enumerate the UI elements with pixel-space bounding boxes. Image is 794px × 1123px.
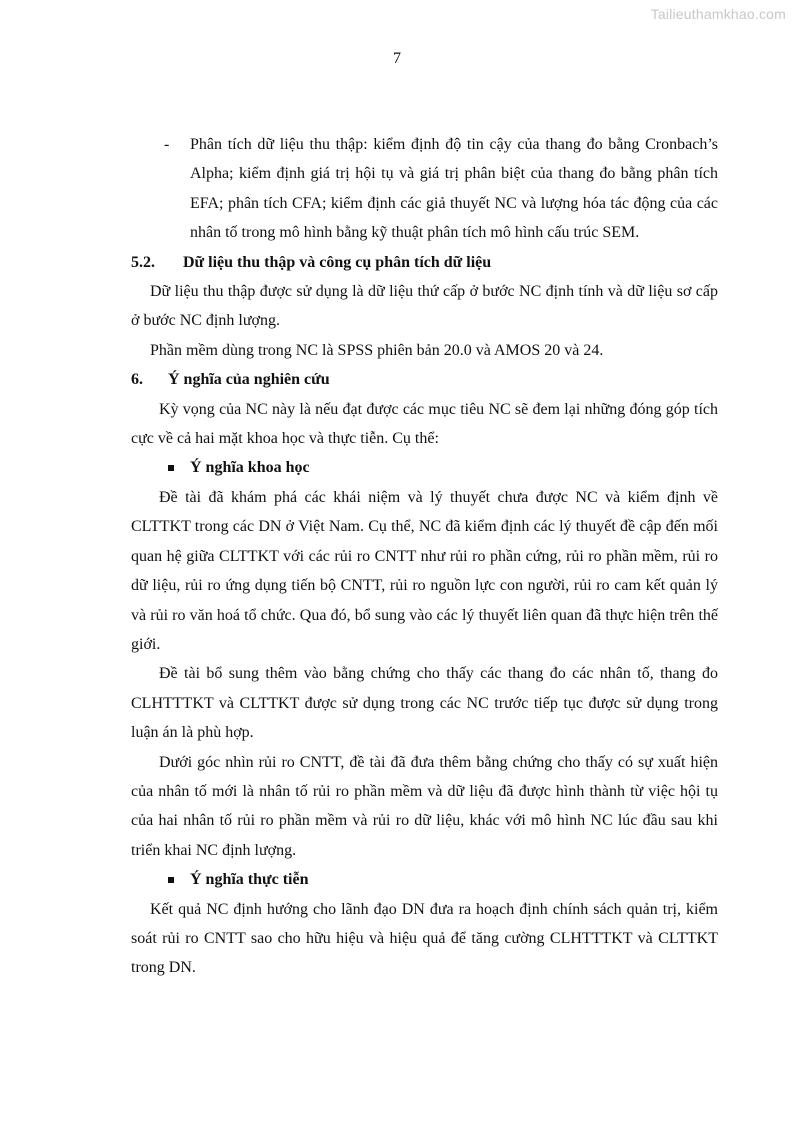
subheading-science-title: Ý nghĩa khoa học	[190, 459, 310, 477]
paragraph: Đề tài đã khám phá các khái niệm và lý thuyết chưa được NC và kiểm định về CLTTKT trong các DN ở Việt Nam. Cụ thể, NC đã kiểm định các lý thuyết đề cập đến mối quan hệ giữa CLTTKT với các rủi ro CNTT như rủi ro phần cứng, rủi ro phần mềm, rủi ro dữ liệu, rủi ro ứng dụng tiến bộ CNTT, rủi ro nguồn lực con người, rủi ro cam kết quản lý và rủi ro văn hoá tổ chức. Qua đó, bổ sung vào các lý thuyết liên quan đã thực hiện trên thế giới.	[131, 488, 718, 653]
dash-item-text: Phân tích dữ liệu thu thập: kiểm định độ tin cậy của thang đo bằng Cronbach’s Alpha; kiểm định giá trị hội tụ và giá trị phân biệt của thang đo bằng phân tích EFA; phân tích CFA; kiểm định các giả thuyết NC và lượng hóa tác động của các nhân tố trong mô hình bằng kỹ thuật phân tích mô hình cấu trúc SEM.	[190, 136, 718, 242]
section-5-2-title: Dữ liệu thu thập và công cụ phân tích dữ liệu	[183, 253, 492, 271]
dash-list-item	[131, 130, 718, 248]
section-6-heading	[131, 365, 718, 394]
section-6-title: Ý nghĩa của nghiên cứu	[168, 371, 330, 389]
square-bullet-icon	[168, 465, 174, 471]
page-number: 7	[393, 50, 401, 67]
paragraph: Kỳ vọng của NC này là nếu đạt được các mục tiêu NC sẽ đem lại những đóng góp tích cực về cả hai mặt khoa học và thực tiễn. Cụ thể:	[131, 400, 718, 448]
subheading-science	[131, 453, 718, 482]
paragraph: Dữ liệu thu thập được sử dụng là dữ liệu thứ cấp ở bước NC định tính và dữ liệu sơ cấp ở bước NC định lượng.	[131, 283, 718, 330]
paragraph: Dưới góc nhìn rủi ro CNTT, đề tài đã đưa thêm bằng chứng cho thấy có sự xuất hiện của nhân tố mới là nhân tố rủi ro phần mềm và dữ liệu đã được hình thành từ việc hội tụ của hai nhân tố rủi ro phần mềm và rủi ro dữ liệu, khác với mô hình NC lúc đầu sau khi triển khai NC định lượng.	[131, 753, 718, 859]
section-5-2-number: 5.2.	[131, 253, 155, 271]
document-body	[131, 130, 718, 983]
subheading-practice	[131, 865, 718, 894]
section-5-2-heading	[131, 248, 718, 277]
square-bullet-icon	[168, 877, 174, 883]
paragraph: Đề tài bổ sung thêm vào bằng chứng cho thấy các thang đo các nhân tố, thang đo CLHTTTKT và CLTTKT được sử dụng trong các NC trước tiếp tục được sử dụng trong luận án là phù hợp.	[131, 665, 718, 742]
subheading-practice-title: Ý nghĩa thực tiễn	[190, 871, 309, 889]
paragraph: Kết quả NC định hướng cho lãnh đạo DN đưa ra hoạch định chính sách quản trị, kiểm soát rủi ro CNTT sao cho hữu hiệu và hiệu quả để tăng cường CLHTTTKT và CLTTKT trong DN.	[131, 900, 718, 977]
dash-marker: -	[164, 136, 170, 153]
watermark: Tailieuthamkhao.com	[650, 6, 786, 22]
section-6-number: 6.	[131, 371, 143, 389]
paragraph: Phần mềm dùng trong NC là SPSS phiên bản 20.0 và AMOS 20 và 24.	[150, 341, 604, 359]
